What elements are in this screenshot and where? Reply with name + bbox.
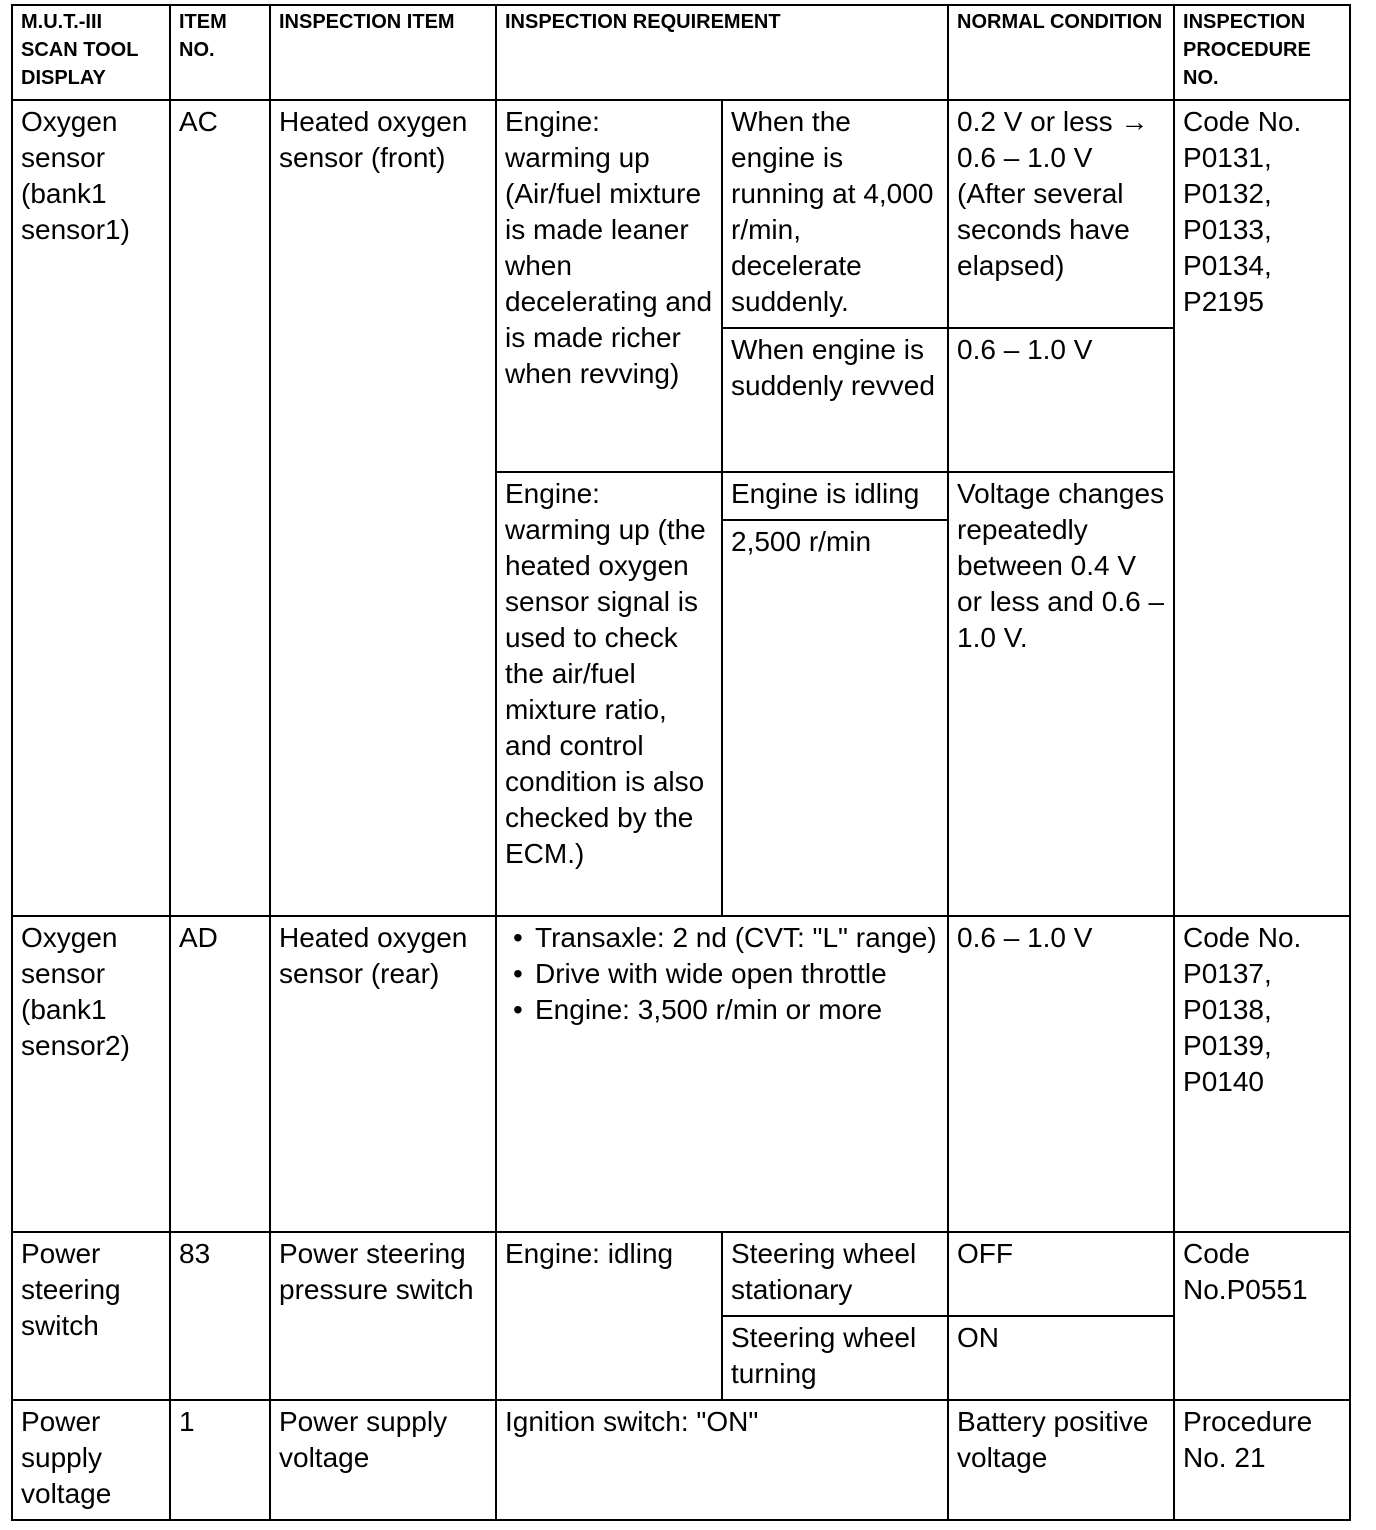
o2-front-item-no: AC: [170, 100, 270, 916]
o2-rear-item-no: AD: [170, 916, 270, 1232]
power-supply-display: Power supply voltage: [12, 1400, 170, 1520]
o2-front-requirement-1: Engine: warming up (Air/fuel mixture is made leaner when decelerating and is made richer when revving): [496, 100, 722, 472]
ps-switch-procedure: Code No.P0551: [1174, 1232, 1350, 1400]
inspection-table: [11, 4, 1351, 1521]
header-procedure-no: INSPECTION PROCEDURE NO.: [1174, 5, 1350, 100]
o2-rear-item: Heated oxygen sensor (rear): [270, 916, 496, 1232]
header-normal-condition: NORMAL CONDITION: [948, 5, 1174, 100]
list-item: • Engine: 3,500 r/min or more: [535, 992, 939, 1028]
o2-front-sub-condition-4: 2,500 r/min: [722, 520, 948, 916]
power-supply-item-no: 1: [170, 1400, 270, 1520]
o2-rear-display: Oxygen sensor (bank1 sensor2): [12, 916, 170, 1232]
o2-rear-normal: 0.6 – 1.0 V: [948, 916, 1174, 1232]
table-row: [12, 1232, 1350, 1316]
list-item: • Transaxle: 2 nd (CVT: "L" range): [535, 920, 939, 956]
header-inspection-item: INSPECTION ITEM: [270, 5, 496, 100]
power-supply-normal: Battery positive voltage: [948, 1400, 1174, 1520]
ps-switch-item-no: 83: [170, 1232, 270, 1400]
list-item: • Drive with wide open throttle: [535, 956, 939, 992]
header-row: [12, 5, 1350, 100]
o2-front-procedure: Code No. P0131, P0132, P0133, P0134, P2195: [1174, 100, 1350, 916]
o2-front-normal-3: Voltage changes repeatedly between 0.4 V or less and 0.6 –1.0 V.: [948, 472, 1174, 916]
o2-front-requirement-2: Engine: warming up (the heated oxygen sensor signal is used to check the air/fuel mixture ratio, and control condition is also checked by the ECM.): [496, 472, 722, 916]
power-supply-item: Power supply voltage: [270, 1400, 496, 1520]
o2-front-sub-condition-3: Engine is idling: [722, 472, 948, 520]
o2-rear-requirements: [496, 916, 948, 1232]
o2-front-normal-1: 0.2 V or less → 0.6 – 1.0 V (After several seconds have elapsed): [948, 100, 1174, 328]
table-row: [12, 1400, 1350, 1520]
ps-switch-sub-condition-1: Steering wheel stationary: [722, 1232, 948, 1316]
o2-front-normal-2: 0.6 – 1.0 V: [948, 328, 1174, 472]
power-supply-procedure: Procedure No. 21: [1174, 1400, 1350, 1520]
o2-front-sub-condition-2: When engine is suddenly revved: [722, 328, 948, 472]
o2-front-item: Heated oxygen sensor (front): [270, 100, 496, 916]
table-row: [12, 100, 1350, 328]
o2-rear-requirement-list: [505, 920, 939, 1028]
header-item-no: ITEM NO.: [170, 5, 270, 100]
o2-rear-procedure: Code No. P0137, P0138, P0139, P0140: [1174, 916, 1350, 1232]
power-supply-requirement: Ignition switch: "ON": [496, 1400, 948, 1520]
ps-switch-sub-condition-2: Steering wheel turning: [722, 1316, 948, 1400]
ps-switch-normal-2: ON: [948, 1316, 1174, 1400]
ps-switch-display: Power steering switch: [12, 1232, 170, 1400]
o2-front-sub-condition-1: When the engine is running at 4,000 r/min, decelerate suddenly.: [722, 100, 948, 328]
o2-front-display: Oxygen sensor (bank1 sensor1): [12, 100, 170, 916]
ps-switch-item: Power steering pressure switch: [270, 1232, 496, 1400]
header-display: M.U.T.-III SCAN TOOL DISPLAY: [12, 5, 170, 100]
table-row: [12, 916, 1350, 1232]
ps-switch-requirement: Engine: idling: [496, 1232, 722, 1400]
ps-switch-normal-1: OFF: [948, 1232, 1174, 1316]
header-inspection-requirement: INSPECTION REQUIREMENT: [496, 5, 948, 100]
